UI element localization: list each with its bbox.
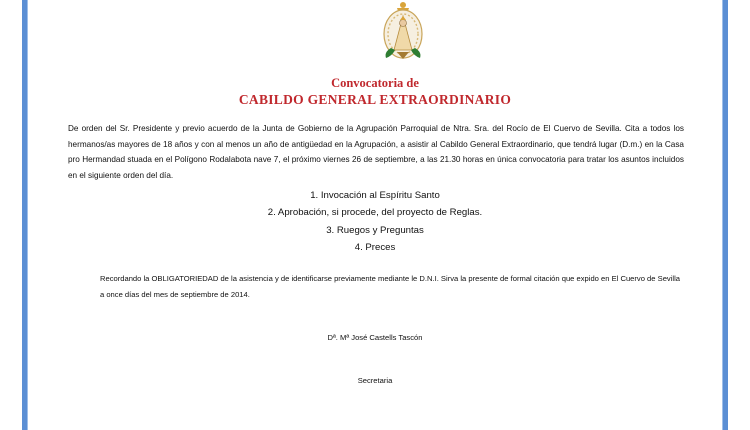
agenda-list (30, 187, 720, 256)
page-border-right (722, 0, 728, 430)
document-title: CABILDO GENERAL EXTRAORDINARIO (238, 92, 512, 107)
agenda-item: 4. Preces (354, 241, 396, 253)
page-border-left (22, 0, 28, 430)
agenda-item: 2. Aprobación, si procede, del proyecto de Reglas. (267, 207, 483, 219)
agenda-item: 1. Invocación al Espíritu Santo (310, 190, 440, 201)
signatory-name: Dª. Mª José Castells Tascón (327, 333, 423, 342)
agenda-item: 3. Ruegos y Preguntas (326, 224, 424, 236)
signatory-role: Secretaria (357, 376, 393, 385)
virgin-emblem-icon (375, 0, 431, 62)
reminder-paragraph: Recordando la OBLIGATORIEDAD de la asistencia y de identificarse previamente mediante le D.N.I. Sirva la presente de formal citación que expido en El Cuervo de Sevilla a once días del mes de septiembre de 2014. (100, 274, 680, 299)
document-page (30, 0, 720, 430)
document-subtitle: Convocatoria de (331, 76, 419, 90)
convocation-paragraph: De orden del Sr. Presidente y previo acuerdo de la Junta de Gobierno de la Agrupación Parroquial de Ntra. Sra. del Rocío de El Cuervo de Sevilla. Cita a todos los hermanos/as mayores de 18 años y con al menos un año de antigüedad en la Agrupación, a asistir al Cabildo General Extraordinario, que tendrá lugar (D.m.) en la Casa pro Hermandad stuada en el Polígono Rodalabota nave 7, el próximo viernes 26 de septiembre, a las 21.30 horas en única convocatoria para tratar los asuntos incluidos en el siguiente orden del día. (68, 124, 684, 180)
